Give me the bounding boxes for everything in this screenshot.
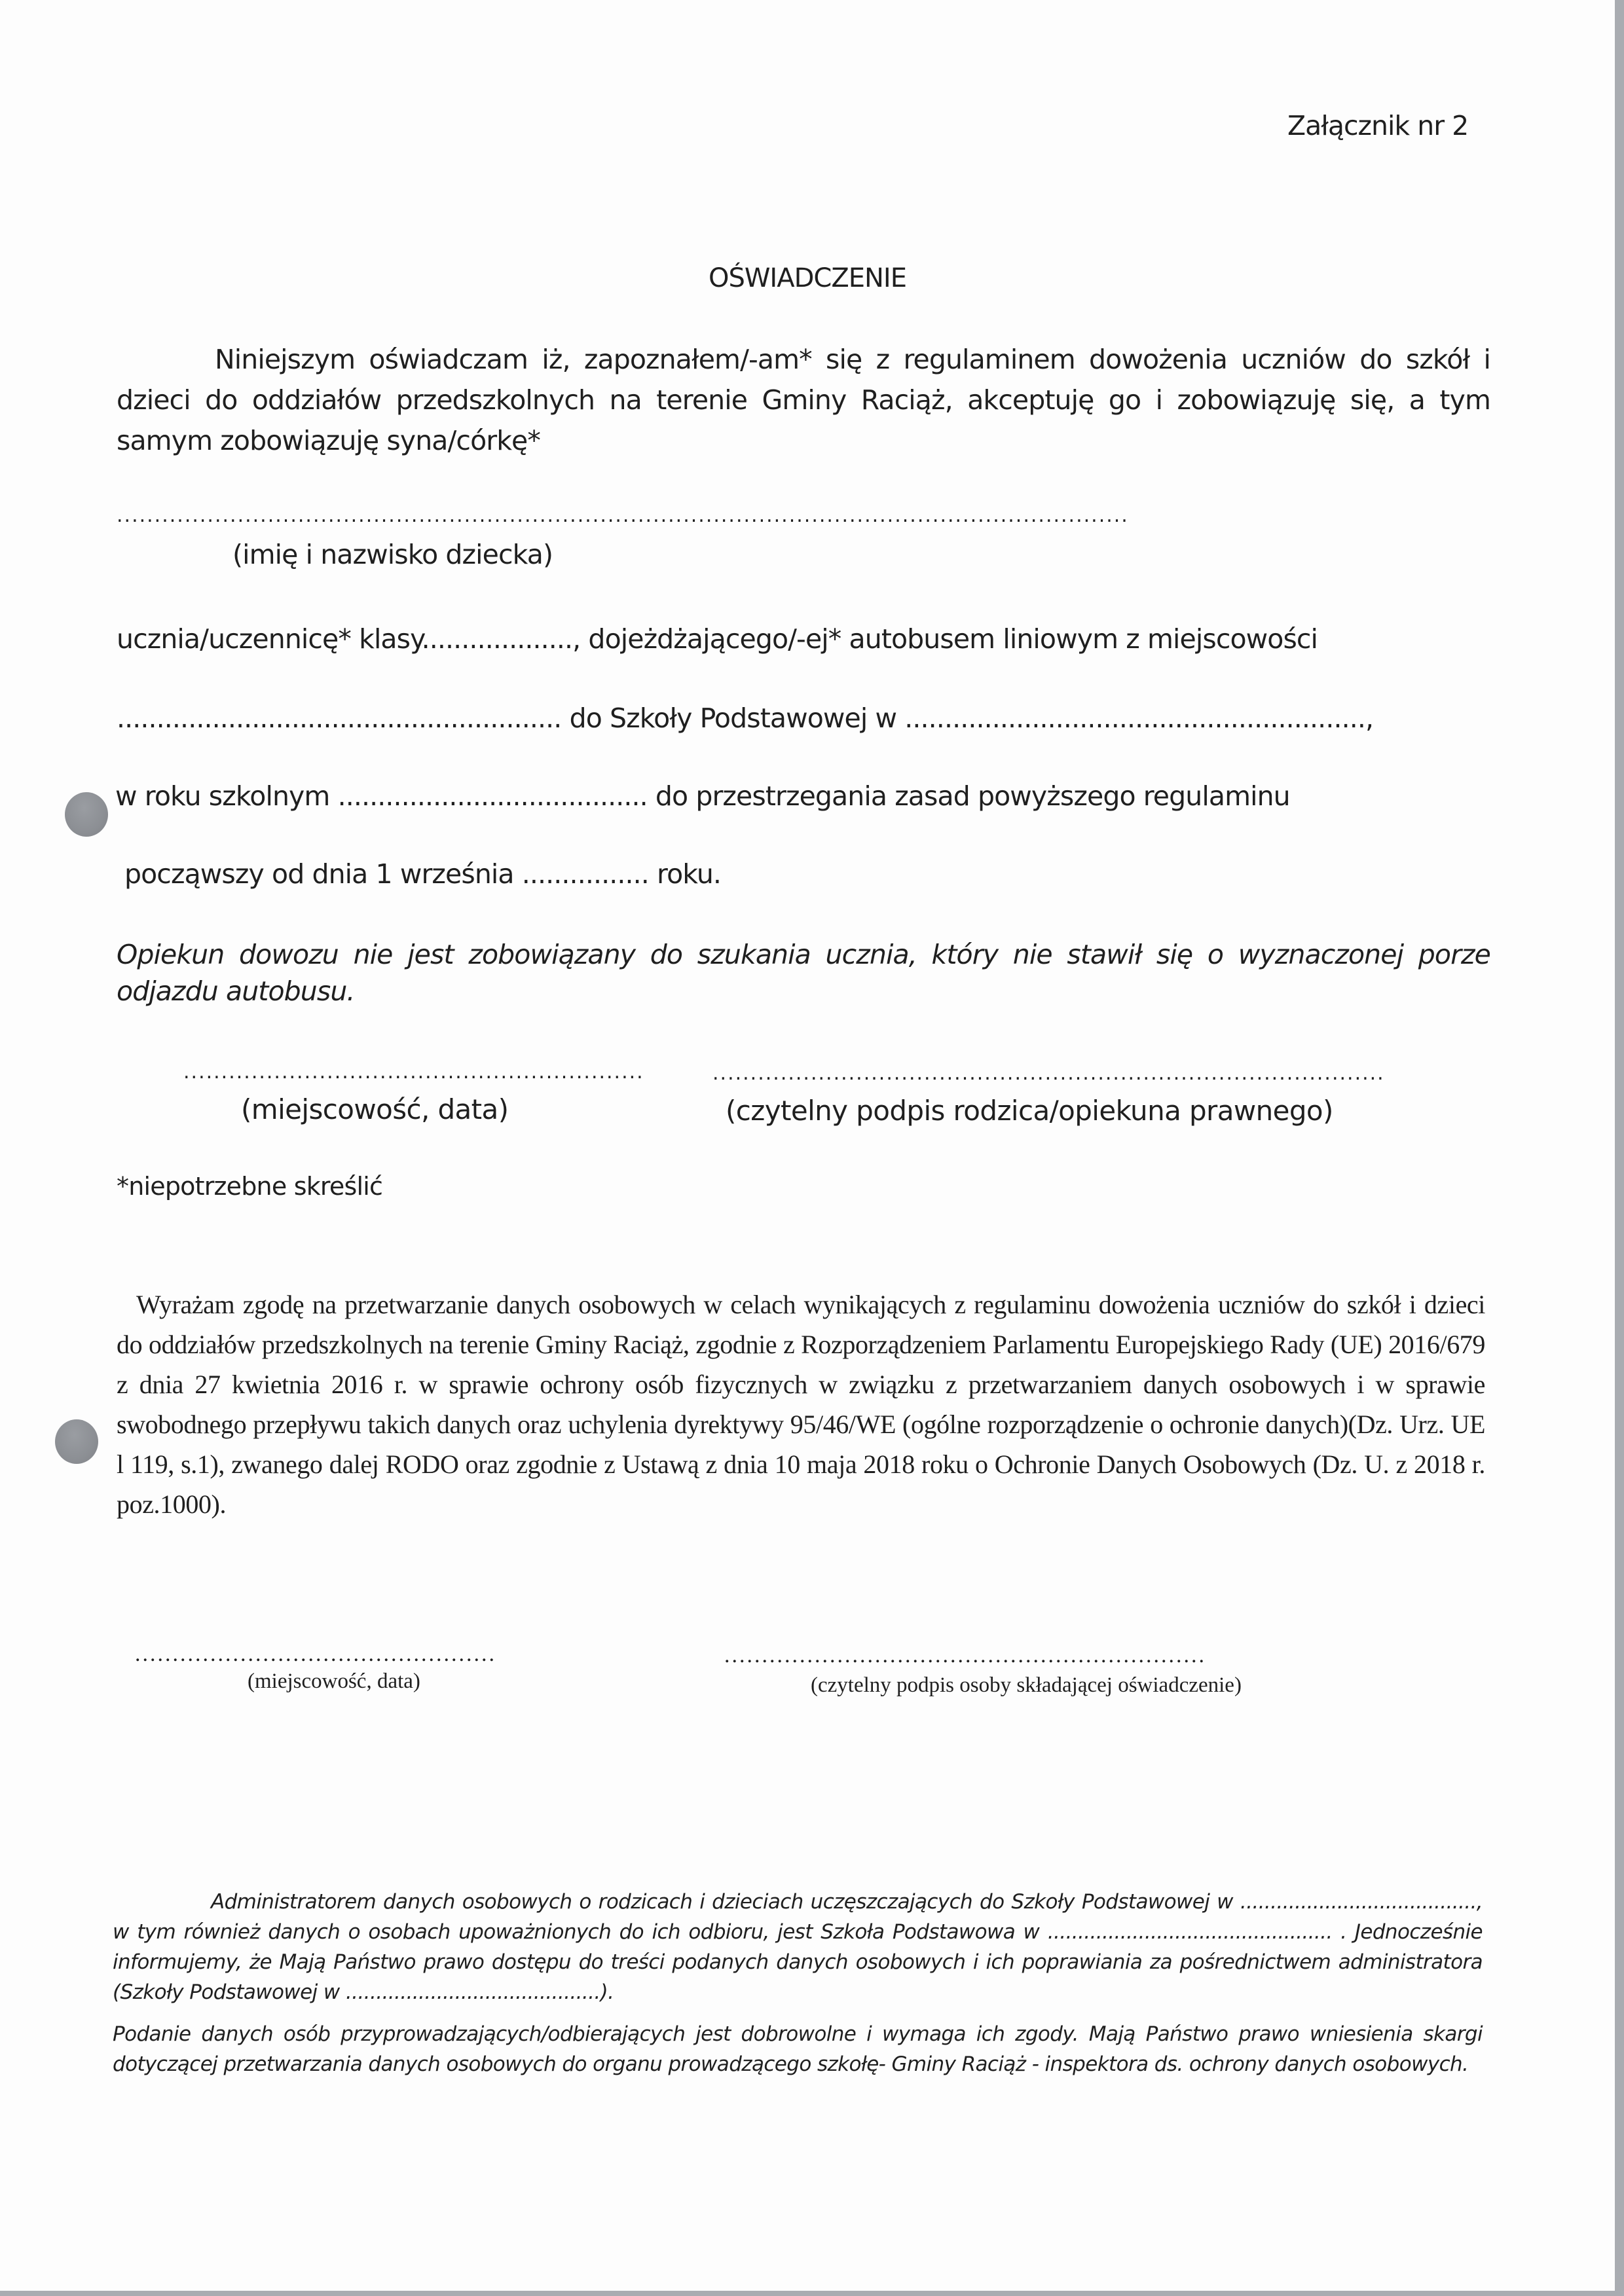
declarant-signature-caption: (czytelny podpis osoby składającej oświadczenie): [811, 1673, 1242, 1697]
declaration-text: Niniejszym oświadczam iż, zapoznałem/-am* się z regulaminem dowożenia uczniów do szkół i dzieci do oddziałów przedszkolnych na terenie Gminy Raciąż, akceptuję go i zobowiązuję się, a tym samym zobowiązuję syna/córkę*: [117, 344, 1490, 456]
rodo-notice: [113, 1887, 1483, 2079]
start-date-suffix: roku.: [648, 858, 722, 890]
class-line: [117, 623, 1318, 655]
punch-hole-icon: [65, 792, 108, 837]
rodo-notice-part2: Podanie danych osób przyprowadzających/odbierających jest dobrowolne i wymaga ich zgody. Mają Państwo prawo wniesienia skargi dotyczącej przetwarzania danych osobowych do organu prowadzącego szkołę- Gminy Raciąż - inspektora ds. ochrony danych osobowych.: [113, 2022, 1483, 2076]
document-title: OŚWIADCZENIE: [709, 263, 906, 293]
parent-signature-caption: (czytelny podpis rodzica/opiekuna prawnego): [726, 1095, 1333, 1127]
origin-town-field[interactable]: ........................................................: [117, 702, 562, 734]
scan-edge-right: [1615, 0, 1624, 2296]
place-date-field-2[interactable]: ................................................: [135, 1642, 496, 1666]
place-date-caption-1: (miejscowość, data): [241, 1093, 509, 1125]
child-name-field[interactable]: ......................................................................................................................................: [117, 504, 1129, 527]
declaration-paragraph: [117, 339, 1490, 461]
punch-hole-icon: [55, 1419, 98, 1464]
child-name-caption: (imię i nazwisko dziecka): [232, 539, 553, 570]
class-line-prefix: ucznia/uczennicę* klasy: [117, 623, 422, 655]
school-line-suffix: ,: [1365, 702, 1374, 734]
school-year-line: [115, 780, 1290, 812]
parent-signature-field[interactable]: .........................................................................................: [712, 1062, 1385, 1085]
school-line: [117, 702, 1373, 734]
school-year-field[interactable]: .......................................: [337, 780, 648, 812]
declarant-signature-field[interactable]: ................................................................: [724, 1643, 1206, 1667]
start-date-line: [124, 858, 721, 890]
place-date-caption-2: (miejscowość, data): [248, 1669, 420, 1693]
guardian-note: Opiekun dowozu nie jest zobowiązany do szukania ucznia, który nie stawił się o wyznaczonej porze odjazdu autobusu.: [117, 939, 1490, 1007]
school-line-middle: do Szkoły Podstawowej w: [561, 702, 905, 734]
annex-label: Załącznik nr 2: [1287, 110, 1469, 141]
class-field[interactable]: ...................: [421, 623, 573, 655]
consent-text: Wyrażam zgodę na przetwarzanie danych osobowych w celach wynikających z regulaminu dowożenia uczniów do szkół i dzieci do oddziałów przedszkolnych na terenie Gminy Raciąż, zgodnie z Rozporządzeniem Parlamentu Europejskiego Rady (UE) 2016/679 z dnia 27 kwietnia 2016 r. w sprawie ochrony osób fizycznych w związku z przetwarzaniem danych osobowych i w sprawie swobodnego przepływu takich danych oraz uchylenia dyrektywy 95/46/WE (ogólne rozporządzenie o ochronie danych)(Dz. Urz. UE l 119, s.1), zwanego dalej RODO oraz zgodnie z Ustawą z dnia 10 maja 2018 roku o Ochronie Danych Osobowych (Dz. U. z 2018 r. poz.1000).: [117, 1290, 1485, 1519]
consent-paragraph: [117, 1285, 1485, 1524]
start-year-field[interactable]: ................: [521, 858, 649, 890]
scan-edge-bottom: [0, 2291, 1624, 2296]
place-date-field-1[interactable]: .............................................................: [183, 1061, 644, 1084]
class-line-suffix: , dojeżdżającego/-ej* autobusem liniowym z miejscowości: [572, 623, 1318, 655]
line-gap: [113, 2007, 1483, 2019]
school-year-suffix: do przestrzegania zasad powyższego regulaminu: [647, 780, 1290, 812]
school-year-prefix: w roku szkolnym: [115, 780, 338, 812]
school-town-field[interactable]: ..........................................................: [904, 702, 1365, 734]
start-date-prefix: począwszy od dnia 1 września: [124, 858, 522, 890]
footnote: *niepotrzebne skreślić: [117, 1172, 383, 1201]
rodo-notice-part1: Administratorem danych osobowych o rodzicach i dzieciach uczęszczających do Szkoły Podstawowej w ......................................., w tym również danych o osobach upoważnionych do ich odbioru, jest Szkoła Podstawowa w ............................................... . Jednocześnie informujemy, że Mają Państwo prawo dostępu do treści podanych danych osobowych i ich poprawiania za pośrednictwem administratora (Szkoły Podstawowej w ..........................................).: [113, 1890, 1483, 2004]
